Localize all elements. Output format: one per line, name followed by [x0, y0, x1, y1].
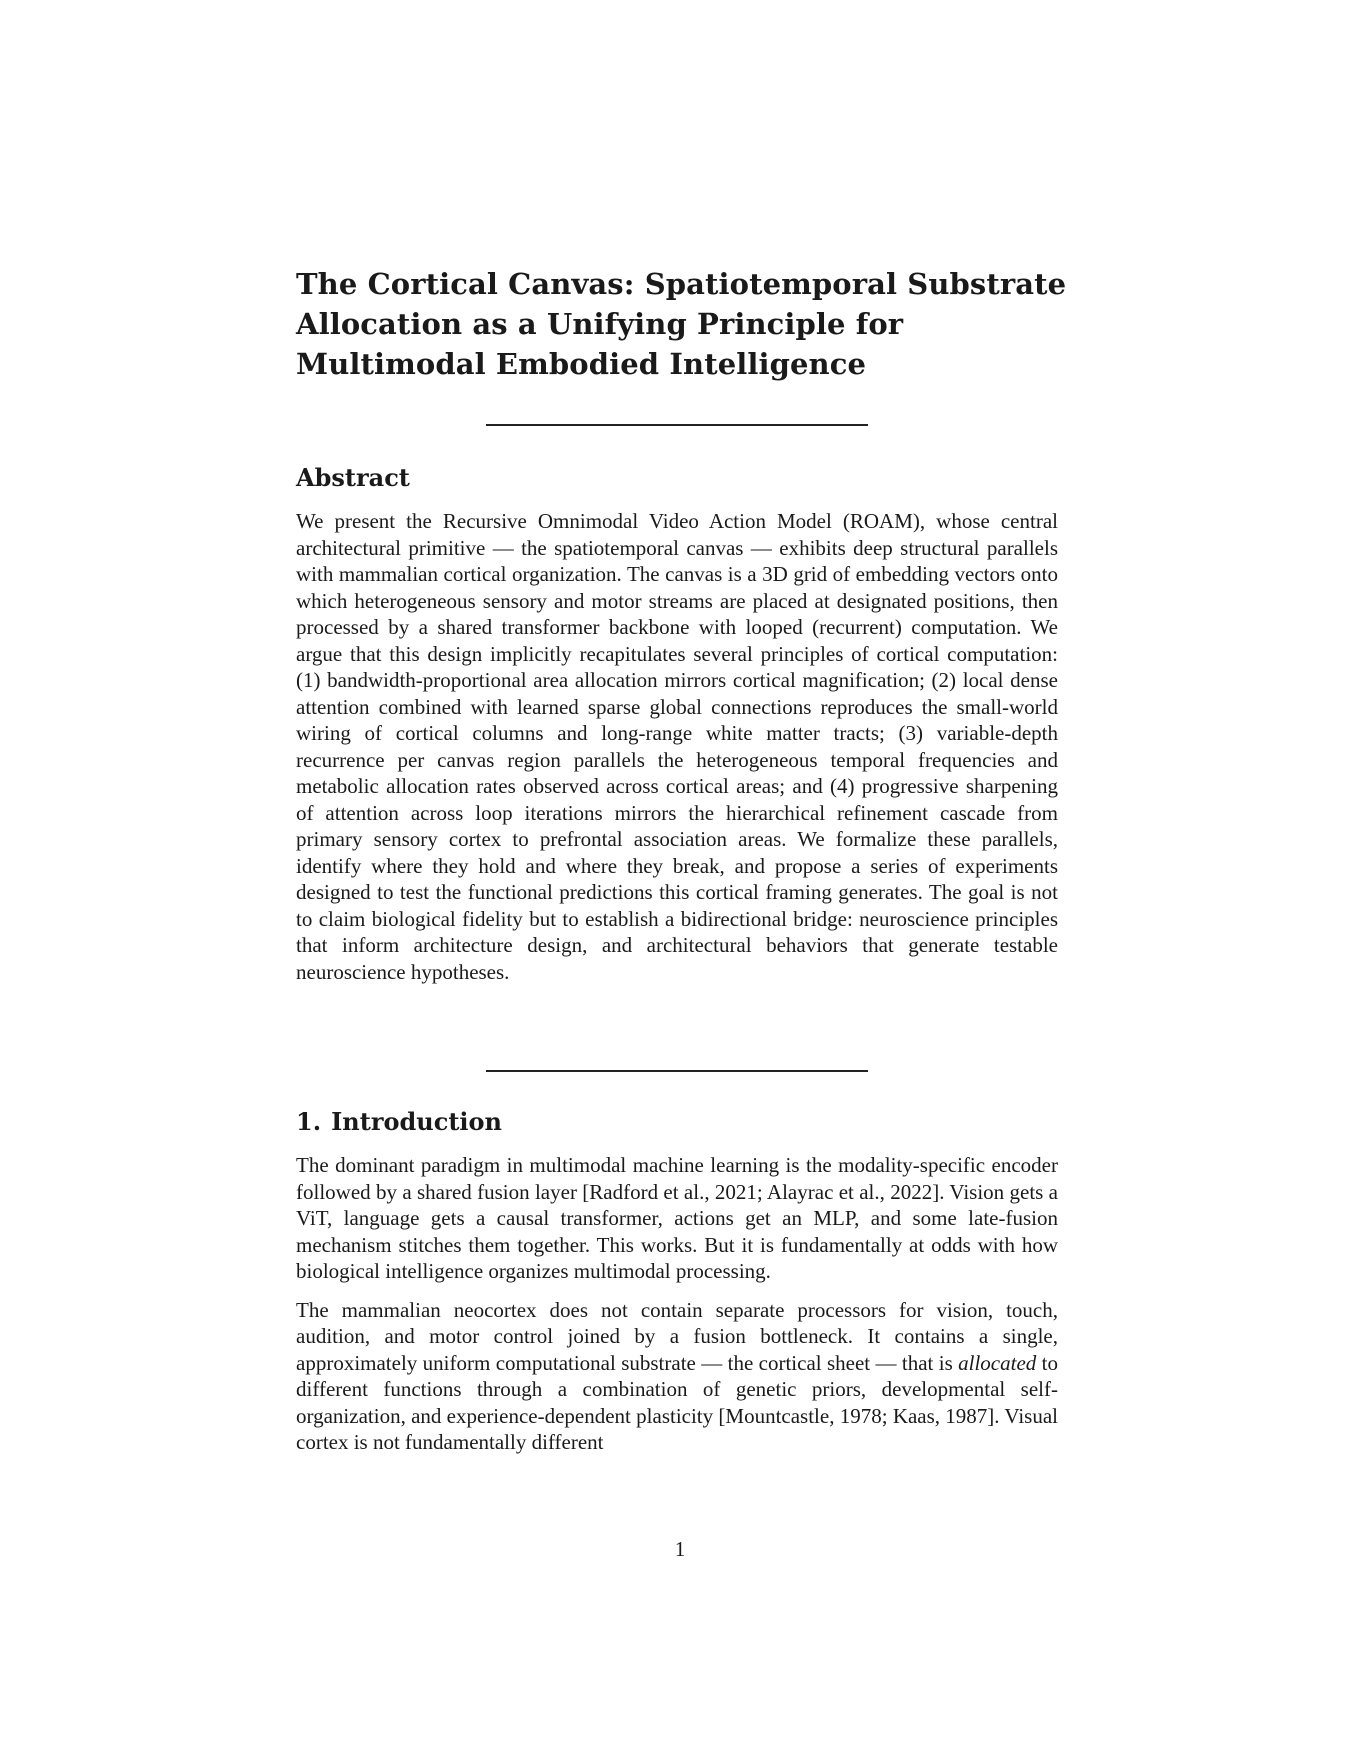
page-number: 1 — [674, 1537, 686, 1561]
intro-paragraph-2 — [296, 1297, 1058, 1456]
title-divider — [486, 424, 868, 426]
paper-title: The Cortical Canvas: Spatiotemporal Substrate Allocation as a Unifying Principle for Multimodal Embodied Intelligence — [296, 267, 1067, 381]
intro-paragraph-1: The dominant paradigm in multimodal machine learning is the modality-specific encoder followed by a shared fusion layer [Radford et al., 2021; Alayrac et al., 2022]. Vision gets a ViT, language gets a causal transformer, actions get an MLP, and some late-fusion mechanism stitches them together. This works. But it is fundamentally at odds with how biological intelligence organizes multimodal processing. — [296, 1153, 1058, 1283]
abstract-heading: Abstract — [296, 463, 410, 492]
introduction-heading — [296, 1107, 502, 1137]
abstract-text: We present the Recursive Omnimodal Video Action Model (ROAM), whose central architectural primitive — the spatiotemporal canvas — exhibits deep structural parallels with mammalian cortical organization. The canvas is a 3D grid of embedding vectors onto which heterogeneous sensory and motor streams are placed at designated positions, then processed by a shared transformer backbone with looped (recurrent) computation. We argue that this design implicitly recapitulates several principles of cortical computation: (1) bandwidth-proportional area allocation mirrors cortical magnification; (2) local dense attention combined with learned sparse global connections reproduces the small-world wiring of cortical columns and long-range white matter tracts; (3) variable-depth recurrence per canvas region parallels the heterogeneous temporal frequencies and metabolic allocation rates observed across cortical areas; and (4) progressive sharpening of attention across loop iterations mirrors the hierarchical refinement cascade from primary sensory cortex to prefrontal association areas. We formalize these parallels, identify where they hold and where they break, and propose a series of experiments designed to test the functional predictions this cortical framing generates. The goal is not to claim biological fidelity but to establish a bidirectional bridge: neuroscience principles that inform architecture design, and architectural behaviors that generate testable neuroscience hypotheses. — [296, 509, 1058, 984]
emphasized-term: allocated — [958, 1350, 1037, 1375]
section-number: 1. — [296, 1107, 322, 1136]
introduction-section — [296, 1152, 1058, 1456]
abstract-section — [296, 508, 1058, 985]
abstract-divider — [486, 1070, 868, 1072]
intro-paragraph-2-end: to different functions through a combination of genetic priors, developmental self-organization, and experience-dependent plasticity [Mountcastle, 1978; Kaas, 1987]. Visual cortex is not fundamentally different — [296, 1350, 1058, 1454]
intro-paragraph-2-start: The mammalian neocortex does not contain separate processors for vision, touch, audition, and motor control joined by a fusion bottleneck. It contains a single, approximately uniform computational substrate — the cortical sheet — that is — [296, 1297, 1058, 1375]
section-title: Introduction — [331, 1107, 502, 1136]
